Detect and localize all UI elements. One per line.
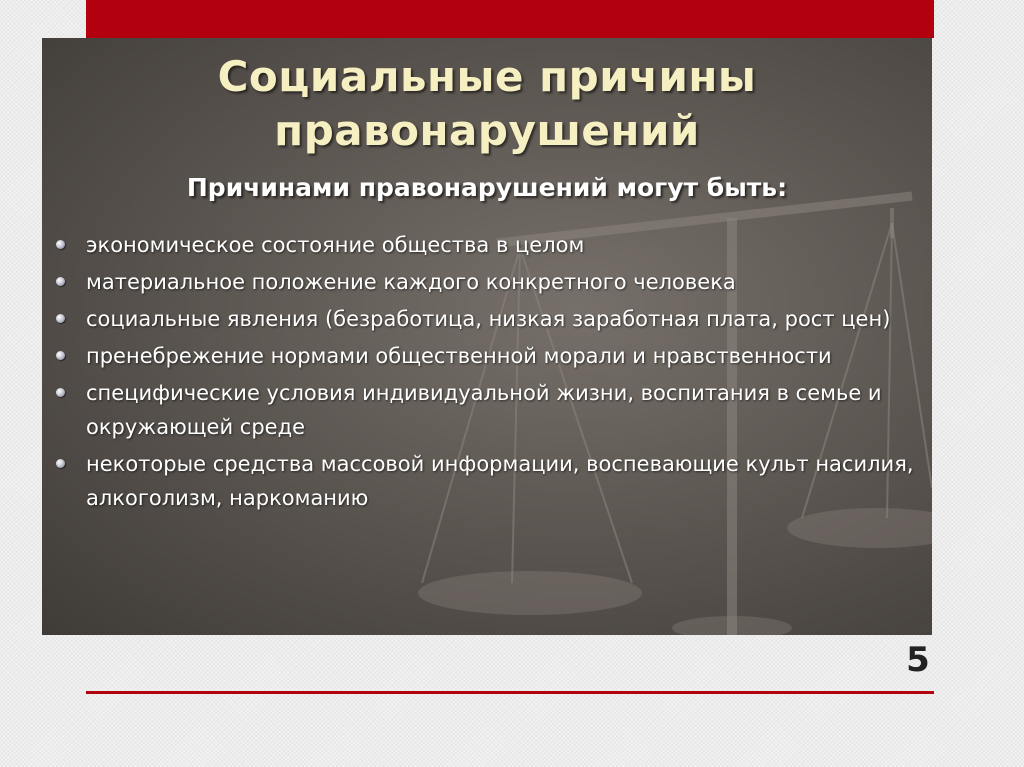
bullet-sphere-icon xyxy=(56,314,65,323)
bullet-text: пренебрежение нормами общественной морали и нравственности xyxy=(86,344,832,368)
bullet-sphere-icon xyxy=(56,388,65,397)
bullet-sphere-icon xyxy=(56,459,65,468)
bullet-sphere-icon xyxy=(56,240,65,249)
bullet-text: материальное положение каждого конкретного человека xyxy=(86,270,736,294)
bullet-text: специфические условия индивидуальной жизни, воспитания в семье и окружающей среде xyxy=(86,381,882,439)
bullet-sphere-icon xyxy=(56,277,65,286)
slide-title-line2: правонарушений xyxy=(274,106,700,155)
slide-title-line1: Социальные причины xyxy=(217,52,757,101)
top-accent-bar xyxy=(86,0,934,38)
page-number: 5 xyxy=(906,640,930,680)
slide-subtitle: Причинами правонарушений могут быть: xyxy=(186,173,788,202)
slide-title xyxy=(42,50,932,158)
bullet-text: социальные явления (безработица, низкая заработная плата, рост цен) xyxy=(86,307,891,331)
bullet-list xyxy=(52,228,932,518)
bullet-item xyxy=(52,376,932,444)
bottom-divider xyxy=(86,691,934,694)
bullet-item xyxy=(52,447,932,515)
bullet-item xyxy=(52,265,932,299)
bullet-sphere-icon xyxy=(56,351,65,360)
bullet-text: экономическое состояние общества в целом xyxy=(86,233,585,257)
slide-panel xyxy=(42,38,932,635)
bullet-item xyxy=(52,228,932,262)
bullet-item xyxy=(52,339,932,373)
bullet-text: некоторые средства массовой информации, воспевающие культ насилия, алкоголизм, наркоманию xyxy=(86,452,914,510)
bullet-item xyxy=(52,302,932,336)
